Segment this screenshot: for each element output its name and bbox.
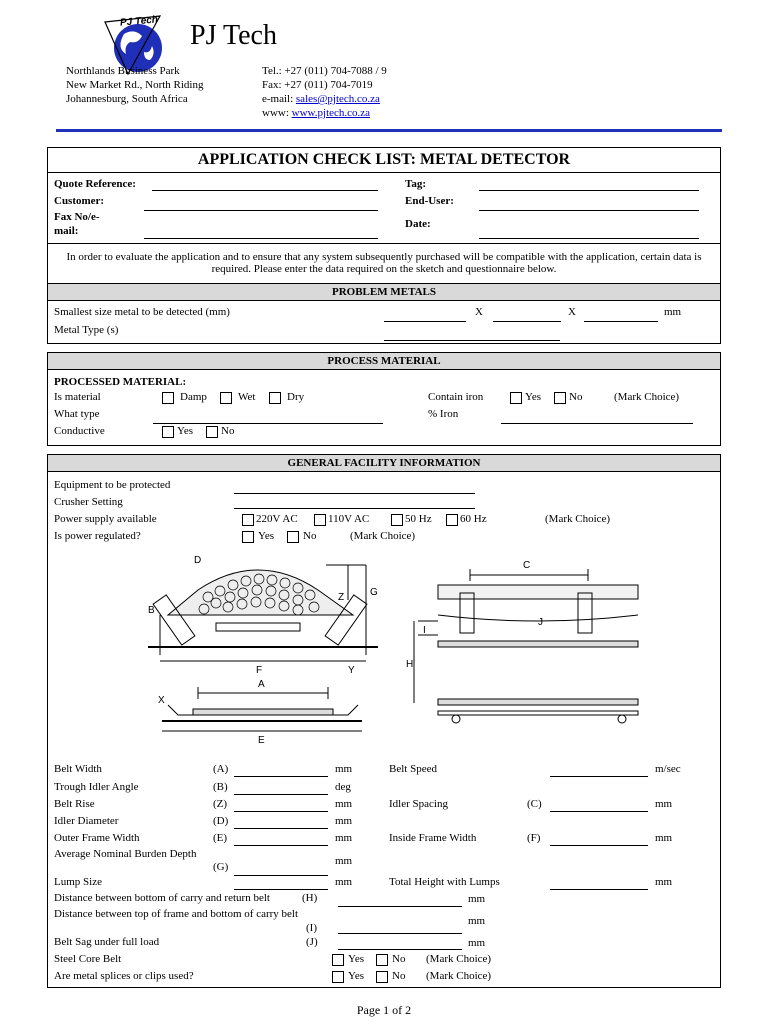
logo-text: PJ Tech [119, 14, 159, 29]
steel-core-yes-checkbox[interactable] [332, 954, 344, 966]
steel-core-no-checkbox[interactable] [376, 954, 388, 966]
conductive-yes-label: Yes [177, 425, 194, 437]
fax-email-label-2: mail: [54, 225, 79, 237]
hz60-label: 60 Hz [460, 513, 487, 525]
size-dim-1-field[interactable] [384, 321, 466, 322]
splices-no-checkbox[interactable] [376, 971, 388, 983]
belt-speed-field[interactable] [550, 776, 648, 777]
belt-width-unit: mm [335, 763, 353, 775]
total-height-unit: mm [655, 876, 673, 888]
idler-spacing-unit: mm [655, 798, 673, 810]
iron-yes-label: Yes [525, 391, 542, 403]
iron-no-label: No [569, 391, 583, 403]
trough-idler-angle-unit: deg [335, 781, 351, 793]
conductive-no-label: No [221, 425, 235, 437]
splices-yes-checkbox[interactable] [332, 971, 344, 983]
steel-core-no-label: No [392, 953, 406, 965]
what-type-field[interactable] [153, 423, 383, 424]
fax-email-label: Fax No/e- [54, 211, 100, 223]
size-dim-2-field[interactable] [493, 321, 561, 322]
dist-i-code: (I) [306, 922, 317, 934]
lump-size-unit: mm [335, 876, 353, 888]
address-line: Johannesburg, South Africa [66, 93, 188, 105]
inside-frame-width-code: (F) [527, 832, 541, 844]
quote-reference-label: Quote Reference: [54, 178, 136, 190]
hz50-label: 50 Hz [405, 513, 432, 525]
what-type-label: What type [54, 408, 100, 420]
idler-diameter-label: Idler Diameter [54, 815, 119, 827]
tag-field[interactable] [479, 190, 699, 191]
belt-speed-unit: m/sec [655, 763, 681, 775]
crusher-field[interactable] [234, 508, 475, 509]
tel-text: Tel.: +27 (011) 704-7088 / 9 [262, 65, 387, 77]
cross-section-view [148, 555, 378, 676]
facility-section [47, 454, 721, 988]
mark-choice-note: (Mark Choice) [545, 513, 611, 525]
svg-text:B: B [148, 605, 155, 616]
idler-diameter-unit: mm [335, 815, 353, 827]
dist-h-field[interactable] [338, 906, 462, 907]
svg-text:J: J [538, 617, 543, 628]
burden-depth-label: Average Nominal Burden Depth [54, 848, 197, 860]
company-address [66, 64, 203, 106]
trough-idler-angle-label: Trough Idler Angle [54, 781, 139, 793]
idler-spacing-field[interactable] [550, 811, 648, 812]
belt-rise-field[interactable] [234, 811, 328, 812]
crusher-label: Crusher Setting [54, 496, 123, 508]
steel-core-yes-label: Yes [348, 953, 365, 965]
belt-sag-field[interactable] [338, 949, 462, 950]
svg-text:D: D [194, 555, 202, 566]
lump-size-field[interactable] [234, 889, 328, 890]
quote-reference-field[interactable] [152, 190, 378, 191]
regulated-no-label: No [303, 530, 317, 542]
mark-choice-note: (Mark Choice) [426, 953, 492, 965]
svg-text:A: A [258, 679, 265, 690]
svg-text:C: C [523, 560, 531, 571]
conveyor-diagram [138, 555, 648, 755]
regulated-yes-label: Yes [258, 530, 275, 542]
process-material-section [47, 352, 721, 446]
belt-rise-unit: mm [335, 798, 353, 810]
damp-checkbox[interactable] [162, 392, 174, 404]
idler-diameter-field[interactable] [234, 828, 328, 829]
frame-view [158, 679, 362, 746]
v220-label: 220V AC [256, 513, 298, 525]
www-label: www: [262, 107, 292, 119]
iron-percent-field[interactable] [501, 423, 693, 424]
steel-core-label: Steel Core Belt [54, 953, 122, 965]
inside-frame-width-label: Inside Frame Width [389, 832, 477, 844]
regulated-no-checkbox[interactable] [287, 531, 299, 543]
email-label: e-mail: [262, 93, 296, 105]
belt-width-label: Belt Width [54, 763, 102, 775]
total-height-field[interactable] [550, 889, 648, 890]
dist-h-label: Distance between bottom of carry and return belt [54, 892, 270, 904]
belt-speed-label: Belt Speed [389, 763, 437, 775]
wet-label: Wet [238, 391, 256, 403]
equipment-label: Equipment to be protected [54, 479, 171, 491]
fax-email-field[interactable] [144, 238, 378, 239]
processed-material-label: PROCESSED MATERIAL: [54, 376, 187, 388]
inside-frame-width-unit: mm [655, 832, 673, 844]
intro-text: In order to evaluate the application and to ensure that any system subsequently purchased will be compatible with the application, certain data is required. Please enter the data required on the sketch and questionnaire below. [66, 251, 702, 275]
wet-checkbox[interactable] [220, 392, 232, 404]
iron-no-checkbox[interactable] [554, 392, 566, 404]
end-user-field[interactable] [479, 210, 699, 211]
problem-metals-heading: PROBLEM METALS [48, 283, 720, 301]
burden-depth-unit: mm [335, 855, 353, 867]
customer-field[interactable] [144, 210, 378, 211]
x-separator: X [475, 306, 483, 318]
dry-checkbox[interactable] [269, 392, 281, 404]
form-title: APPLICATION CHECK LIST: METAL DETECTOR [197, 151, 571, 168]
conductive-label: Conductive [54, 425, 105, 437]
mm-unit: mm [664, 306, 682, 318]
svg-text:G: G [370, 587, 378, 598]
trough-idler-angle-field[interactable] [234, 794, 328, 795]
v110-checkbox[interactable] [314, 514, 326, 526]
mark-choice-note: (Mark Choice) [426, 970, 492, 982]
dist-i-field[interactable] [338, 933, 462, 934]
power-regulated-label: Is power regulated? [54, 530, 141, 542]
svg-text:Z: Z [338, 592, 345, 603]
side-view [406, 560, 638, 723]
svg-text:F: F [256, 665, 263, 676]
burden-depth-code: (G) [213, 861, 229, 873]
date-field[interactable] [479, 238, 699, 239]
customer-label: Customer: [54, 195, 105, 207]
regulated-yes-checkbox[interactable] [242, 531, 254, 543]
belt-width-field[interactable] [234, 776, 328, 777]
lump-size-label: Lump Size [54, 876, 102, 888]
mark-choice-note: (Mark Choice) [350, 530, 416, 542]
belt-sag-unit: mm [468, 937, 486, 949]
date-label: Date: [405, 218, 431, 230]
address-line: Northlands Business Park [66, 65, 180, 77]
process-material-heading: PROCESS MATERIAL [48, 353, 720, 370]
outer-frame-width-code: (E) [213, 832, 228, 844]
address-line: New Market Rd., North Riding [66, 79, 204, 91]
tag-label: Tag: [405, 178, 426, 190]
v220-checkbox[interactable] [242, 514, 254, 526]
dist-h-code: (H) [302, 892, 318, 904]
dist-h-unit: mm [468, 893, 486, 905]
idler-diameter-code: (D) [213, 815, 229, 827]
power-supply-label: Power supply available [54, 513, 157, 525]
form-header-section [47, 147, 721, 344]
inside-frame-width-field[interactable] [550, 845, 648, 846]
dist-i-label: Distance between top of frame and bottom of carry belt [54, 908, 299, 920]
v110-label: 110V AC [328, 513, 370, 525]
svg-text:H: H [406, 659, 414, 670]
idler-spacing-code: (C) [527, 798, 542, 810]
equipment-field[interactable] [234, 493, 475, 494]
facility-heading: GENERAL FACILITY INFORMATION [48, 455, 720, 472]
dry-label: Dry [287, 391, 305, 403]
idler-spacing-label: Idler Spacing [389, 798, 448, 810]
conductive-yes-checkbox[interactable] [162, 426, 174, 438]
dist-i-unit: mm [468, 915, 486, 927]
hz50-checkbox[interactable] [391, 514, 403, 526]
metal-type-label: Metal Type (s) [54, 324, 119, 336]
svg-text:X: X [158, 695, 165, 706]
splices-yes-label: Yes [348, 970, 365, 982]
smallest-size-label: Smallest size metal to be detected (mm) [54, 306, 230, 318]
company-name: PJ Tech [190, 20, 277, 51]
outer-frame-width-field[interactable] [234, 845, 328, 846]
size-dim-3-field[interactable] [584, 321, 658, 322]
outer-frame-width-unit: mm [335, 832, 353, 844]
iron-yes-checkbox[interactable] [510, 392, 522, 404]
iron-percent-label: % Iron [428, 408, 459, 420]
header-divider [56, 129, 722, 132]
belt-width-code: (A) [213, 763, 229, 775]
outer-frame-width-label: Outer Frame Width [54, 832, 140, 844]
end-user-label: End-User: [405, 195, 454, 207]
page-number: Page 1 of 2 [356, 1003, 412, 1017]
splices-no-label: No [392, 970, 406, 982]
belt-rise-code: (Z) [213, 798, 228, 810]
x-separator: X [568, 306, 576, 318]
trough-idler-angle-code: (B) [213, 781, 228, 793]
belt-sag-code: (J) [306, 936, 318, 948]
belt-sag-label: Belt Sag under full load [54, 936, 160, 948]
svg-text:E: E [258, 735, 265, 746]
company-contact [262, 64, 387, 120]
damp-label: Damp [180, 391, 207, 403]
fax-text: Fax: +27 (011) 704-7019 [262, 79, 373, 91]
mark-choice-note: (Mark Choice) [614, 391, 680, 403]
contain-iron-label: Contain iron [428, 391, 484, 403]
total-height-label: Total Height with Lumps [389, 876, 500, 888]
conductive-no-checkbox[interactable] [206, 426, 218, 438]
hz60-checkbox[interactable] [446, 514, 458, 526]
metal-type-field[interactable] [384, 340, 560, 341]
splices-label: Are metal splices or clips used? [54, 970, 194, 982]
www-link[interactable]: www.pjtech.co.za [291, 107, 371, 119]
is-material-label: Is material [54, 391, 101, 403]
svg-text:Y: Y [348, 665, 355, 676]
email-link[interactable]: sales@pjtech.co.za [295, 93, 380, 105]
svg-text:I: I [423, 625, 426, 636]
belt-rise-label: Belt Rise [54, 798, 95, 810]
burden-depth-field[interactable] [234, 875, 328, 876]
